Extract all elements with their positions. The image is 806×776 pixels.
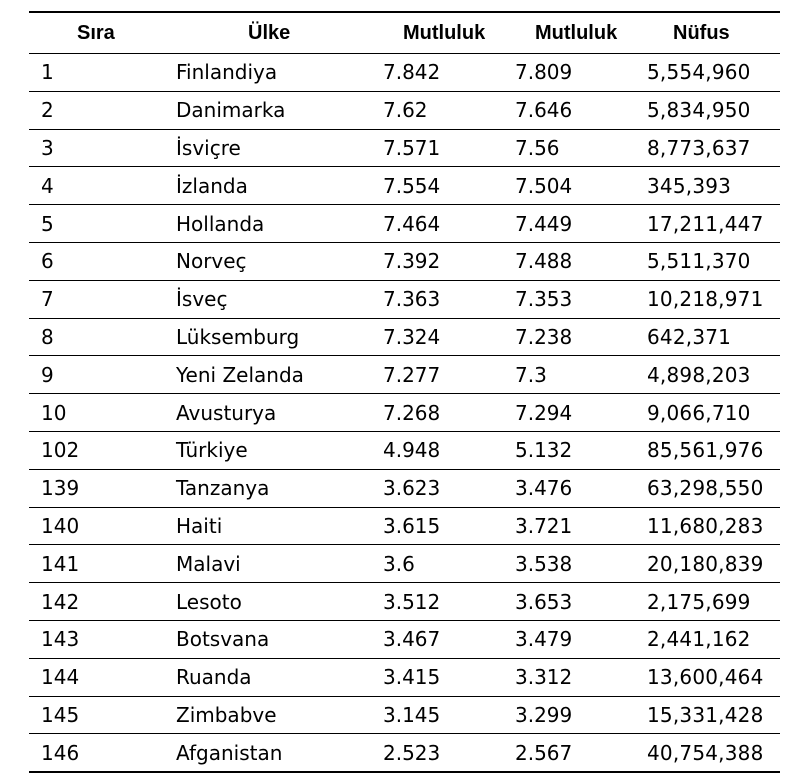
table-body [29, 54, 780, 773]
cell-happiness-a: 3.615 [382, 507, 514, 545]
cell-rank: 146 [29, 734, 162, 772]
cell-happiness-b: 7.504 [514, 167, 646, 205]
cell-country: Ruanda [162, 658, 382, 696]
table-row [29, 583, 780, 621]
cell-happiness-a: 7.842 [382, 54, 514, 92]
cell-happiness-a: 4.948 [382, 431, 514, 469]
cell-rank: 140 [29, 507, 162, 545]
cell-country: İsveç [162, 280, 382, 318]
table-row [29, 431, 780, 469]
cell-happiness-b: 7.488 [514, 242, 646, 280]
cell-happiness-b: 3.299 [514, 696, 646, 734]
cell-country: Norveç [162, 242, 382, 280]
cell-happiness-a: 7.464 [382, 205, 514, 243]
table-row [29, 545, 780, 583]
cell-rank: 5 [29, 205, 162, 243]
table-row [29, 54, 780, 92]
cell-population: 85,561,976 [646, 431, 780, 469]
cell-population: 9,066,710 [646, 394, 780, 432]
cell-happiness-b: 7.449 [514, 205, 646, 243]
cell-happiness-b: 7.238 [514, 318, 646, 356]
cell-rank: 7 [29, 280, 162, 318]
table-row [29, 658, 780, 696]
cell-happiness-a: 7.268 [382, 394, 514, 432]
header-happiness-a: Mutluluk [382, 12, 514, 54]
cell-country: Lesoto [162, 583, 382, 621]
table-row [29, 91, 780, 129]
cell-population: 4,898,203 [646, 356, 780, 394]
table-row [29, 280, 780, 318]
cell-happiness-a: 3.623 [382, 469, 514, 507]
cell-population: 40,754,388 [646, 734, 780, 772]
cell-happiness-b: 5.132 [514, 431, 646, 469]
cell-happiness-b: 2.567 [514, 734, 646, 772]
cell-population: 2,441,162 [646, 620, 780, 658]
cell-country: İzlanda [162, 167, 382, 205]
cell-population: 345,393 [646, 167, 780, 205]
cell-rank: 6 [29, 242, 162, 280]
cell-rank: 9 [29, 356, 162, 394]
cell-population: 8,773,637 [646, 129, 780, 167]
cell-happiness-a: 3.415 [382, 658, 514, 696]
cell-population: 17,211,447 [646, 205, 780, 243]
cell-country: Türkiye [162, 431, 382, 469]
table-row [29, 696, 780, 734]
table-row [29, 356, 780, 394]
cell-rank: 144 [29, 658, 162, 696]
cell-rank: 142 [29, 583, 162, 621]
cell-rank: 145 [29, 696, 162, 734]
cell-happiness-a: 7.324 [382, 318, 514, 356]
header-population: Nüfus [646, 12, 780, 54]
cell-happiness-b: 7.56 [514, 129, 646, 167]
cell-rank: 3 [29, 129, 162, 167]
happiness-table-container [29, 11, 780, 773]
cell-happiness-a: 7.363 [382, 280, 514, 318]
cell-happiness-a: 7.571 [382, 129, 514, 167]
cell-rank: 8 [29, 318, 162, 356]
cell-happiness-b: 3.312 [514, 658, 646, 696]
cell-population: 20,180,839 [646, 545, 780, 583]
cell-country: Haiti [162, 507, 382, 545]
table-row [29, 205, 780, 243]
table-row [29, 734, 780, 772]
cell-happiness-a: 2.523 [382, 734, 514, 772]
cell-happiness-b: 3.653 [514, 583, 646, 621]
table-row [29, 318, 780, 356]
cell-population: 5,554,960 [646, 54, 780, 92]
cell-rank: 1 [29, 54, 162, 92]
cell-happiness-b: 3.479 [514, 620, 646, 658]
cell-happiness-b: 3.538 [514, 545, 646, 583]
table-row [29, 129, 780, 167]
cell-country: Botsvana [162, 620, 382, 658]
cell-population: 5,834,950 [646, 91, 780, 129]
cell-rank: 102 [29, 431, 162, 469]
cell-rank: 10 [29, 394, 162, 432]
cell-country: Danimarka [162, 91, 382, 129]
cell-happiness-a: 3.467 [382, 620, 514, 658]
cell-population: 2,175,699 [646, 583, 780, 621]
cell-population: 642,371 [646, 318, 780, 356]
cell-country: Finlandiya [162, 54, 382, 92]
table-row [29, 242, 780, 280]
table-row [29, 394, 780, 432]
header-rank: Sıra [29, 12, 162, 54]
cell-happiness-b: 7.353 [514, 280, 646, 318]
cell-rank: 141 [29, 545, 162, 583]
cell-country: Tanzanya [162, 469, 382, 507]
cell-country: Avusturya [162, 394, 382, 432]
cell-happiness-b: 7.294 [514, 394, 646, 432]
cell-country: Yeni Zelanda [162, 356, 382, 394]
cell-happiness-a: 3.512 [382, 583, 514, 621]
cell-happiness-b: 7.646 [514, 91, 646, 129]
cell-country: Afganistan [162, 734, 382, 772]
cell-country: Malavi [162, 545, 382, 583]
cell-population: 11,680,283 [646, 507, 780, 545]
cell-happiness-a: 7.277 [382, 356, 514, 394]
cell-country: Hollanda [162, 205, 382, 243]
cell-rank: 143 [29, 620, 162, 658]
cell-population: 5,511,370 [646, 242, 780, 280]
cell-happiness-a: 7.554 [382, 167, 514, 205]
cell-rank: 4 [29, 167, 162, 205]
cell-happiness-b: 3.721 [514, 507, 646, 545]
cell-population: 13,600,464 [646, 658, 780, 696]
table-row [29, 620, 780, 658]
header-happiness-b: Mutluluk [514, 12, 646, 54]
cell-population: 10,218,971 [646, 280, 780, 318]
cell-happiness-a: 3.6 [382, 545, 514, 583]
cell-happiness-a: 7.62 [382, 91, 514, 129]
cell-happiness-b: 3.476 [514, 469, 646, 507]
cell-happiness-b: 7.3 [514, 356, 646, 394]
cell-happiness-a: 3.145 [382, 696, 514, 734]
cell-country: İsviçre [162, 129, 382, 167]
cell-happiness-b: 7.809 [514, 54, 646, 92]
cell-rank: 2 [29, 91, 162, 129]
cell-rank: 139 [29, 469, 162, 507]
table-header-row [29, 12, 780, 54]
cell-country: Zimbabve [162, 696, 382, 734]
cell-population: 15,331,428 [646, 696, 780, 734]
cell-happiness-a: 7.392 [382, 242, 514, 280]
cell-country: Lüksemburg [162, 318, 382, 356]
table-row [29, 167, 780, 205]
cell-population: 63,298,550 [646, 469, 780, 507]
header-country: Ülke [162, 12, 382, 54]
table-row [29, 507, 780, 545]
table-row [29, 469, 780, 507]
happiness-table [29, 11, 780, 773]
